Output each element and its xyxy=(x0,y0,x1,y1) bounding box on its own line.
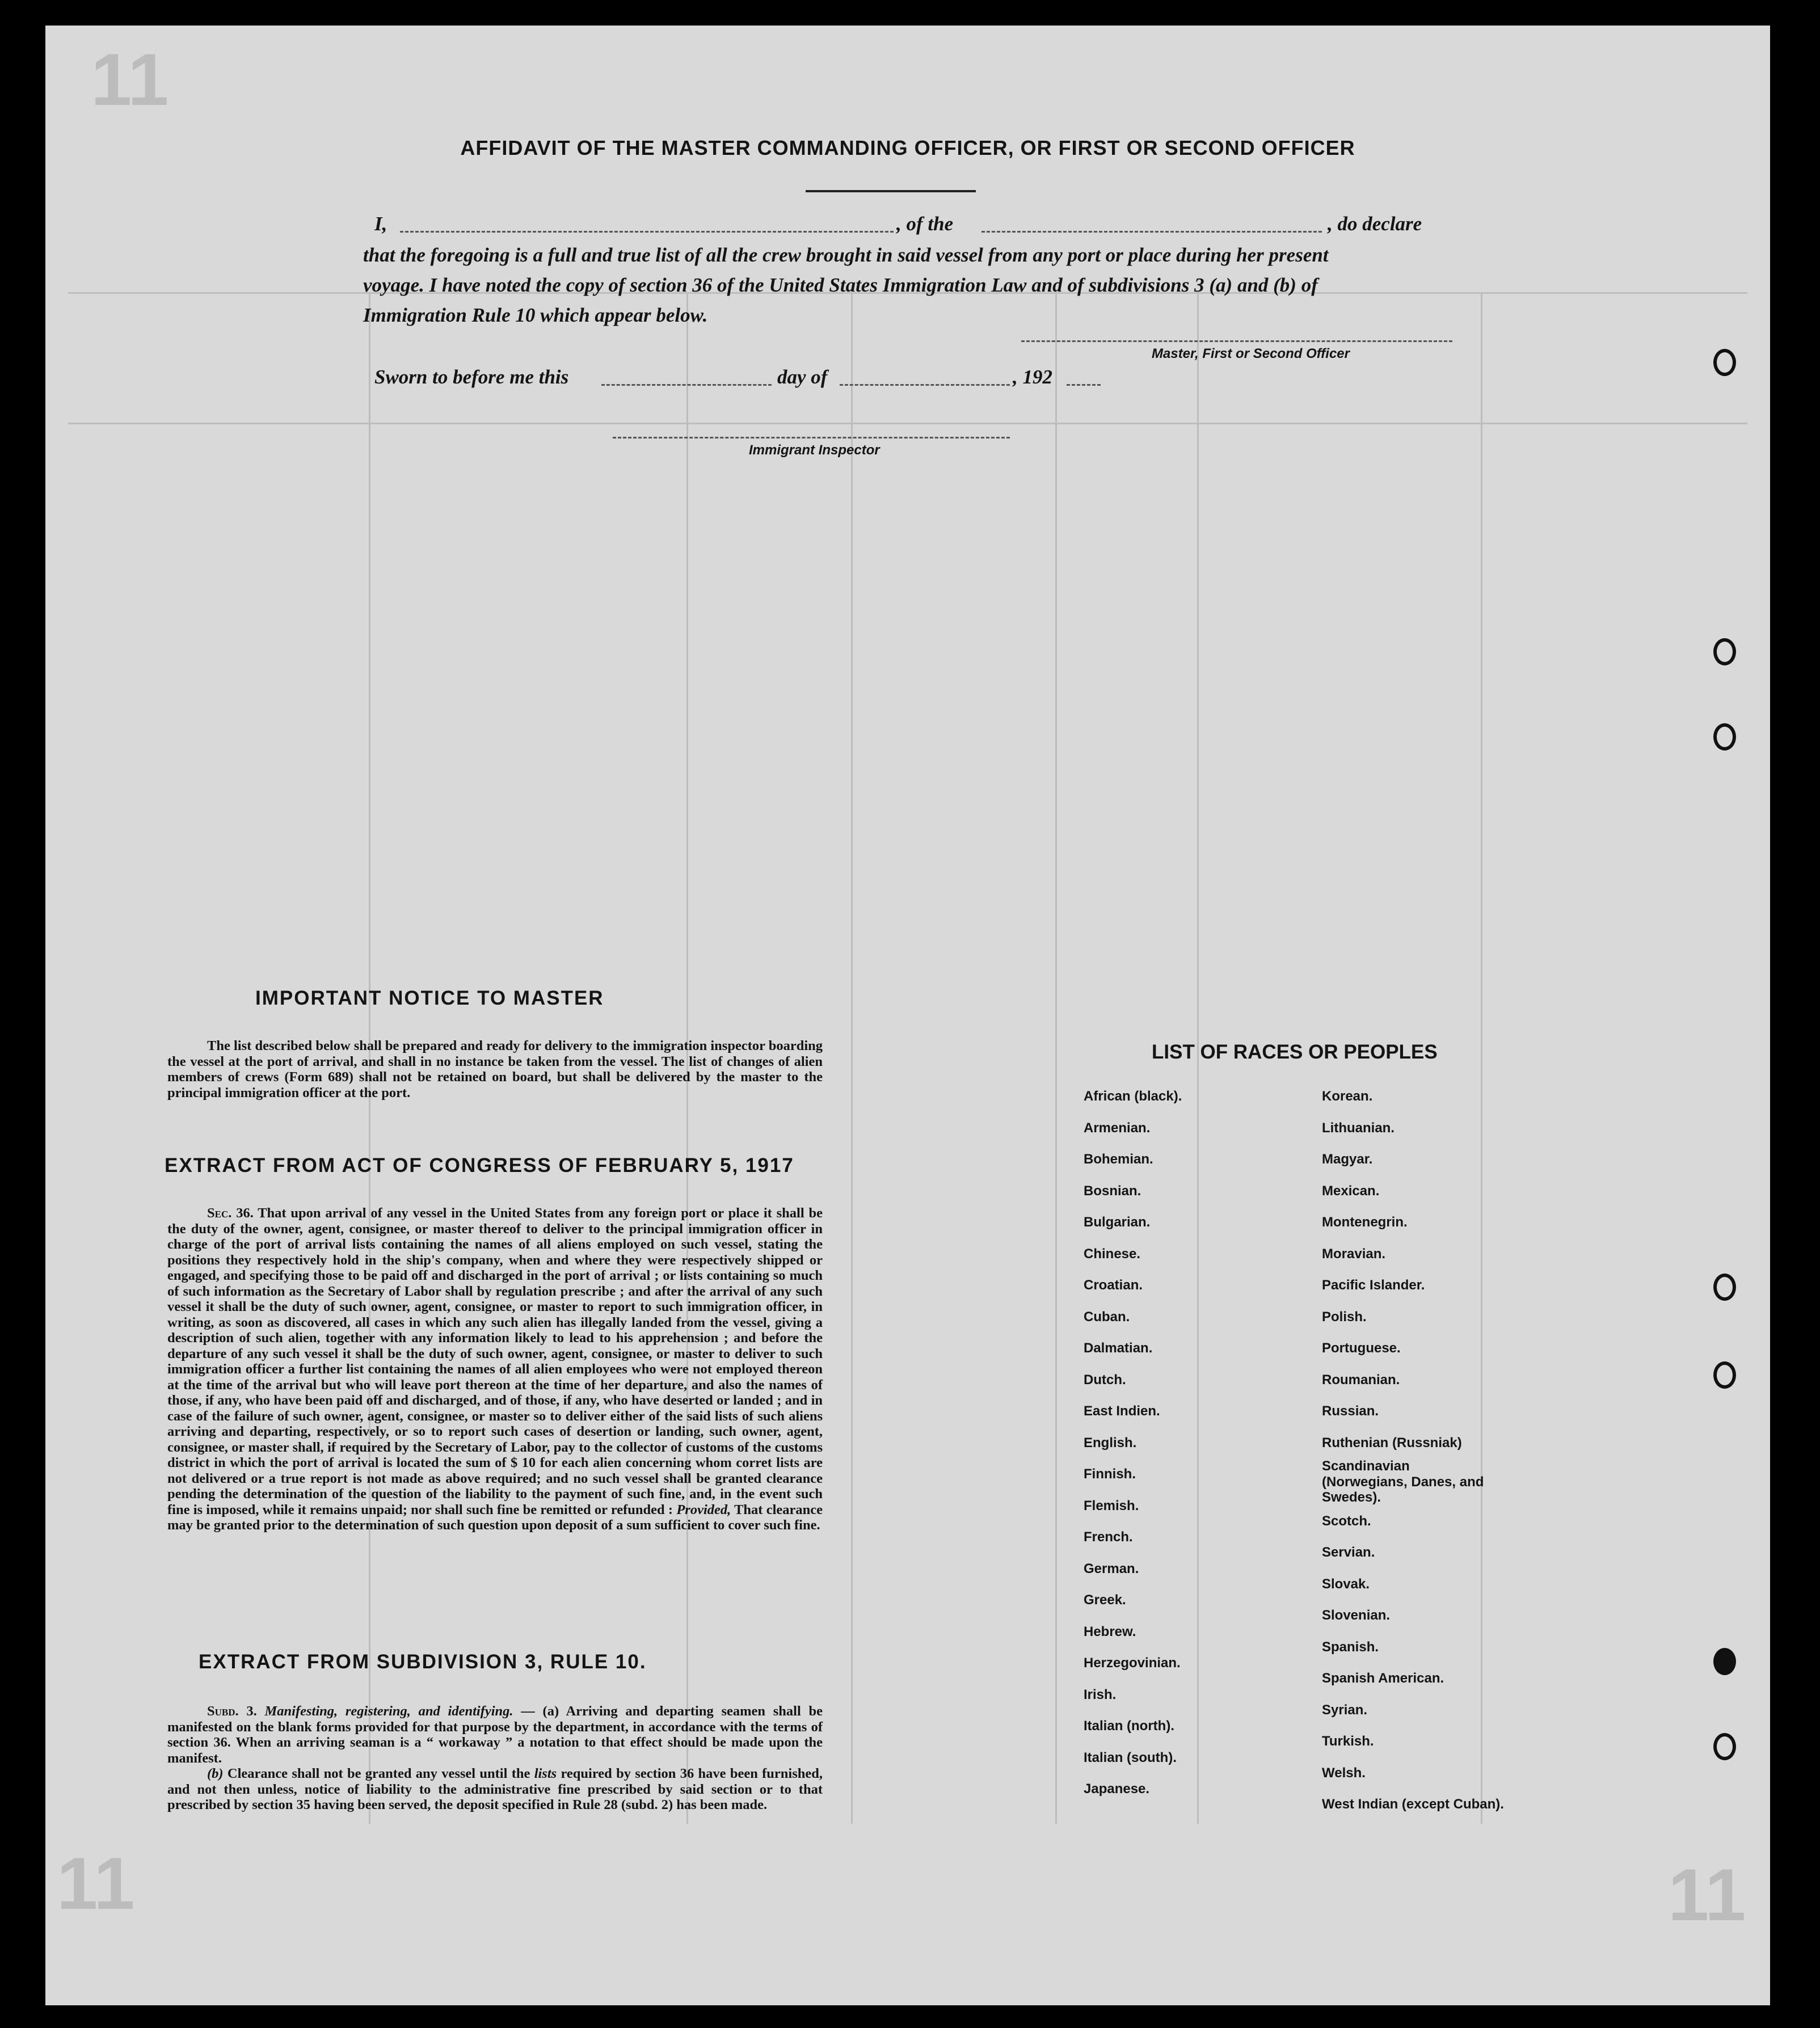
race-item: Chinese. xyxy=(1084,1246,1141,1262)
year-text: , 192 xyxy=(1013,366,1052,388)
races-heading: LIST OF RACES OR PEOPLES xyxy=(1152,1041,1438,1063)
race-item: English. xyxy=(1084,1435,1137,1451)
sworn-text: Sworn to before me this xyxy=(374,366,569,388)
punch-hole xyxy=(1713,638,1736,665)
affidavit-line-2: that the foregoing is a full and true list of all the crew brought in said vessel from any port or place during her present xyxy=(363,244,1329,266)
master-caption: Master, First or Second Officer xyxy=(1152,346,1350,361)
title-rule xyxy=(806,190,976,192)
affidavit-line-3: voyage. I have noted the copy of section 36 of the United States Immigration Law and of subdivisions 3 (a) and (b) of xyxy=(363,274,1318,296)
vessel-blank xyxy=(981,231,1322,233)
rule-paragraph-a xyxy=(167,1704,823,1766)
act-paragraph xyxy=(167,1205,823,1533)
rule-heading: EXTRACT FROM SUBDIVISION 3, RULE 10. xyxy=(199,1651,647,1673)
race-item: Turkish. xyxy=(1322,1734,1374,1749)
race-item: Armenian. xyxy=(1084,1120,1151,1136)
section-label: Sec. 36. xyxy=(207,1205,254,1221)
day-blank xyxy=(601,384,772,386)
race-item: Pacific Islander. xyxy=(1322,1277,1425,1293)
punch-hole xyxy=(1713,349,1736,376)
race-item: Roumanian. xyxy=(1322,1372,1400,1388)
race-item: Scotch. xyxy=(1322,1513,1371,1529)
race-item: Cuban. xyxy=(1084,1309,1130,1325)
race-item: Magyar. xyxy=(1322,1152,1373,1167)
punch-hole xyxy=(1713,1733,1736,1760)
race-item: German. xyxy=(1084,1561,1139,1576)
race-item: Ruthenian (Russniak) xyxy=(1322,1435,1462,1451)
race-item: Korean. xyxy=(1322,1089,1373,1104)
race-item: Hebrew. xyxy=(1084,1624,1136,1639)
notice-paragraph: The list described below shall be prepared and ready for delivery to the immigration inspector boarding the vessel at the port of arrival, and shall in no instance be taken from the vessel. The list of changes of alien members of crews (Form 689) shall not be retained on board, but shall be delivered by the master to the principal immigration officer at the port. xyxy=(167,1038,823,1101)
races-right-column xyxy=(1322,1081,1504,1820)
rule-b-text-1: Clearance shall not be granted any vessel until the xyxy=(227,1766,530,1781)
race-item: Spanish American. xyxy=(1322,1671,1444,1686)
act-heading: EXTRACT FROM ACT OF CONGRESS OF FEBRUARY 5, 1917 xyxy=(165,1154,794,1177)
race-item: Bosnian. xyxy=(1084,1183,1141,1199)
affidavit-i: I, xyxy=(374,213,387,235)
act-text xyxy=(167,1205,823,1533)
rule-b-text-2: required by section 36 have been furnished, and not then unless, notice of liability to the administrative fine prescribed by said section or to that prescribed by section 35 having been served, the deposit specified in Rule 28 (subd. 2) has been made. xyxy=(167,1766,823,1812)
race-item: Russian. xyxy=(1322,1403,1379,1419)
affidavit-title: AFFIDAVIT OF THE MASTER COMMANDING OFFICER, OR FIRST OR SECOND OFFICER xyxy=(460,136,1355,159)
margin-number-bottom-right: 11 xyxy=(1668,1853,1746,1936)
race-item: African (black). xyxy=(1084,1089,1182,1104)
race-item: Servian. xyxy=(1322,1545,1375,1560)
act-body-end: That clearance may be granted prior to the determination of such question upon deposit of a sum sufficient to cover such fine. xyxy=(167,1502,823,1533)
affidavit-do-declare: , do declare xyxy=(1328,213,1422,235)
punch-hole xyxy=(1713,723,1736,751)
rule-a-text: — (a) Arriving and departing seamen shall be manifested on the blank forms provided for that purpose by the department, in accordance with the terms of section 36. When an arriving seaman is a “ workaway ” a notation to that effect should be made upon the manifest. xyxy=(167,1704,823,1766)
race-item: Bulgarian. xyxy=(1084,1215,1151,1230)
subd-title: Manifesting, registering, and identifying. xyxy=(264,1704,513,1719)
race-item: Italian (north). xyxy=(1084,1718,1174,1734)
affidavit-line-4: Immigration Rule 10 which appear below. xyxy=(363,304,708,326)
notice-heading: IMPORTANT NOTICE TO MASTER xyxy=(255,987,604,1009)
race-item: Spanish. xyxy=(1322,1639,1379,1655)
notice-text xyxy=(167,1038,823,1101)
race-item: Scandinavian (Norwegians, Danes, and Swedes). xyxy=(1322,1458,1484,1505)
subd-label: Subd. 3. xyxy=(207,1704,257,1719)
race-item: Moravian. xyxy=(1322,1246,1386,1262)
race-item: Polish. xyxy=(1322,1309,1367,1325)
race-item: Finnish. xyxy=(1084,1466,1136,1482)
race-item: Greek. xyxy=(1084,1592,1126,1608)
day-of-text: day of xyxy=(777,366,828,388)
race-item: Syrian. xyxy=(1322,1702,1368,1718)
race-item: Croatian. xyxy=(1084,1277,1143,1293)
punch-hole xyxy=(1713,1648,1736,1675)
race-item: Japanese. xyxy=(1084,1781,1150,1797)
race-item: Herzegovinian. xyxy=(1084,1655,1181,1671)
ghost-grid-line xyxy=(1055,292,1057,1824)
margin-number-bottom-left: 11 xyxy=(57,1842,135,1925)
race-item: Flemish. xyxy=(1084,1498,1139,1513)
name-blank xyxy=(400,231,894,233)
master-signature-line xyxy=(1021,340,1452,342)
race-item: Mexican. xyxy=(1322,1183,1380,1199)
race-item: Portuguese. xyxy=(1322,1340,1401,1356)
race-item: Montenegrin. xyxy=(1322,1215,1408,1230)
rule-paragraph-b xyxy=(167,1766,823,1813)
inspector-caption: Immigrant Inspector xyxy=(749,442,880,458)
race-item: Bohemian. xyxy=(1084,1152,1153,1167)
race-item: Dutch. xyxy=(1084,1372,1126,1388)
race-item: Dalmatian. xyxy=(1084,1340,1153,1356)
inspector-signature-line xyxy=(613,437,1010,439)
race-item: Welsh. xyxy=(1322,1765,1366,1781)
ghost-grid-line xyxy=(851,292,853,1824)
race-item: Italian (south). xyxy=(1084,1749,1177,1765)
race-item: Slovenian. xyxy=(1322,1608,1391,1623)
punch-hole xyxy=(1713,1361,1736,1389)
races-left-column xyxy=(1084,1081,1182,1805)
year-blank xyxy=(1067,384,1101,386)
punch-hole xyxy=(1713,1274,1736,1301)
race-item: East Indien. xyxy=(1084,1403,1160,1419)
ghost-grid-line xyxy=(68,423,1747,424)
act-body: That upon arrival of any vessel in the United States from any foreign port or place it shall be the duty of the owner, agent, consignee, or master thereof to deliver to the principal immigration officer in charge of the port of arrival lists containing the names of all aliens employed on such vessel, stating the positions they respectively hold in the ship's company, when and where they were respectively shipped or engaged, and specifying those to be paid off and discharged in the port of arrival ; or lists containing so much of such information as the Secretary of Labor shall by regulation prescribe ; and after the arrival of any such vessel it shall be the duty of such owner, agent, consignee, or master to report to such immigration officer, in writing, as soon as discovered, all cases in which any such alien has illegally landed from the vessel, giving a description of such alien, together with any information likely to lead to his apprehension ; and before the departure of any such vessel it shall be the duty of such owner, agent, consignee, or master to deliver to such immigration officer a further list containing the names of all alien employees who were not employed thereon at the time of the arrival but who will leave port thereon at the time of her departure, and also the names of those, if any, who have been paid off and discharged, and of those, if any, who have deserted or landed ; and in case of the failure of such owner, agent, consignee, or master so to deliver either of the said lists of such aliens arriving and departing, respectively, or so to report such cases of desertion or landing, such owner, agent, consignee, or master shall, if required by the Secretary of Labor, pay to the collector of customs of the customs district in which the port of arrival is located the sum of $ 10 for each alien concerning whom corret lists are not delivered or a true report is not made as above required; and no such vessel shall be granted clearance pending the determination of the question of the liability to the payment of such fine, and, in the event such fine is imposed, while it remains unpaid; nor shall such fine be remitted or refunded : xyxy=(167,1205,823,1517)
rule-b-label: (b) xyxy=(207,1766,224,1781)
race-item: West Indian (except Cuban). xyxy=(1322,1797,1504,1812)
rule-text xyxy=(167,1704,823,1813)
provided-word: Provided, xyxy=(676,1502,731,1517)
rule-b-lists: lists xyxy=(534,1766,557,1781)
margin-number-top: 11 xyxy=(91,38,169,121)
affidavit-of-the: , of the xyxy=(896,213,954,235)
race-item: French. xyxy=(1084,1529,1133,1545)
manifest-sheet xyxy=(45,26,1770,2005)
race-item: Slovak. xyxy=(1322,1576,1370,1592)
month-blank xyxy=(840,384,1010,386)
race-item: Lithuanian. xyxy=(1322,1120,1395,1136)
race-item: Irish. xyxy=(1084,1687,1117,1702)
